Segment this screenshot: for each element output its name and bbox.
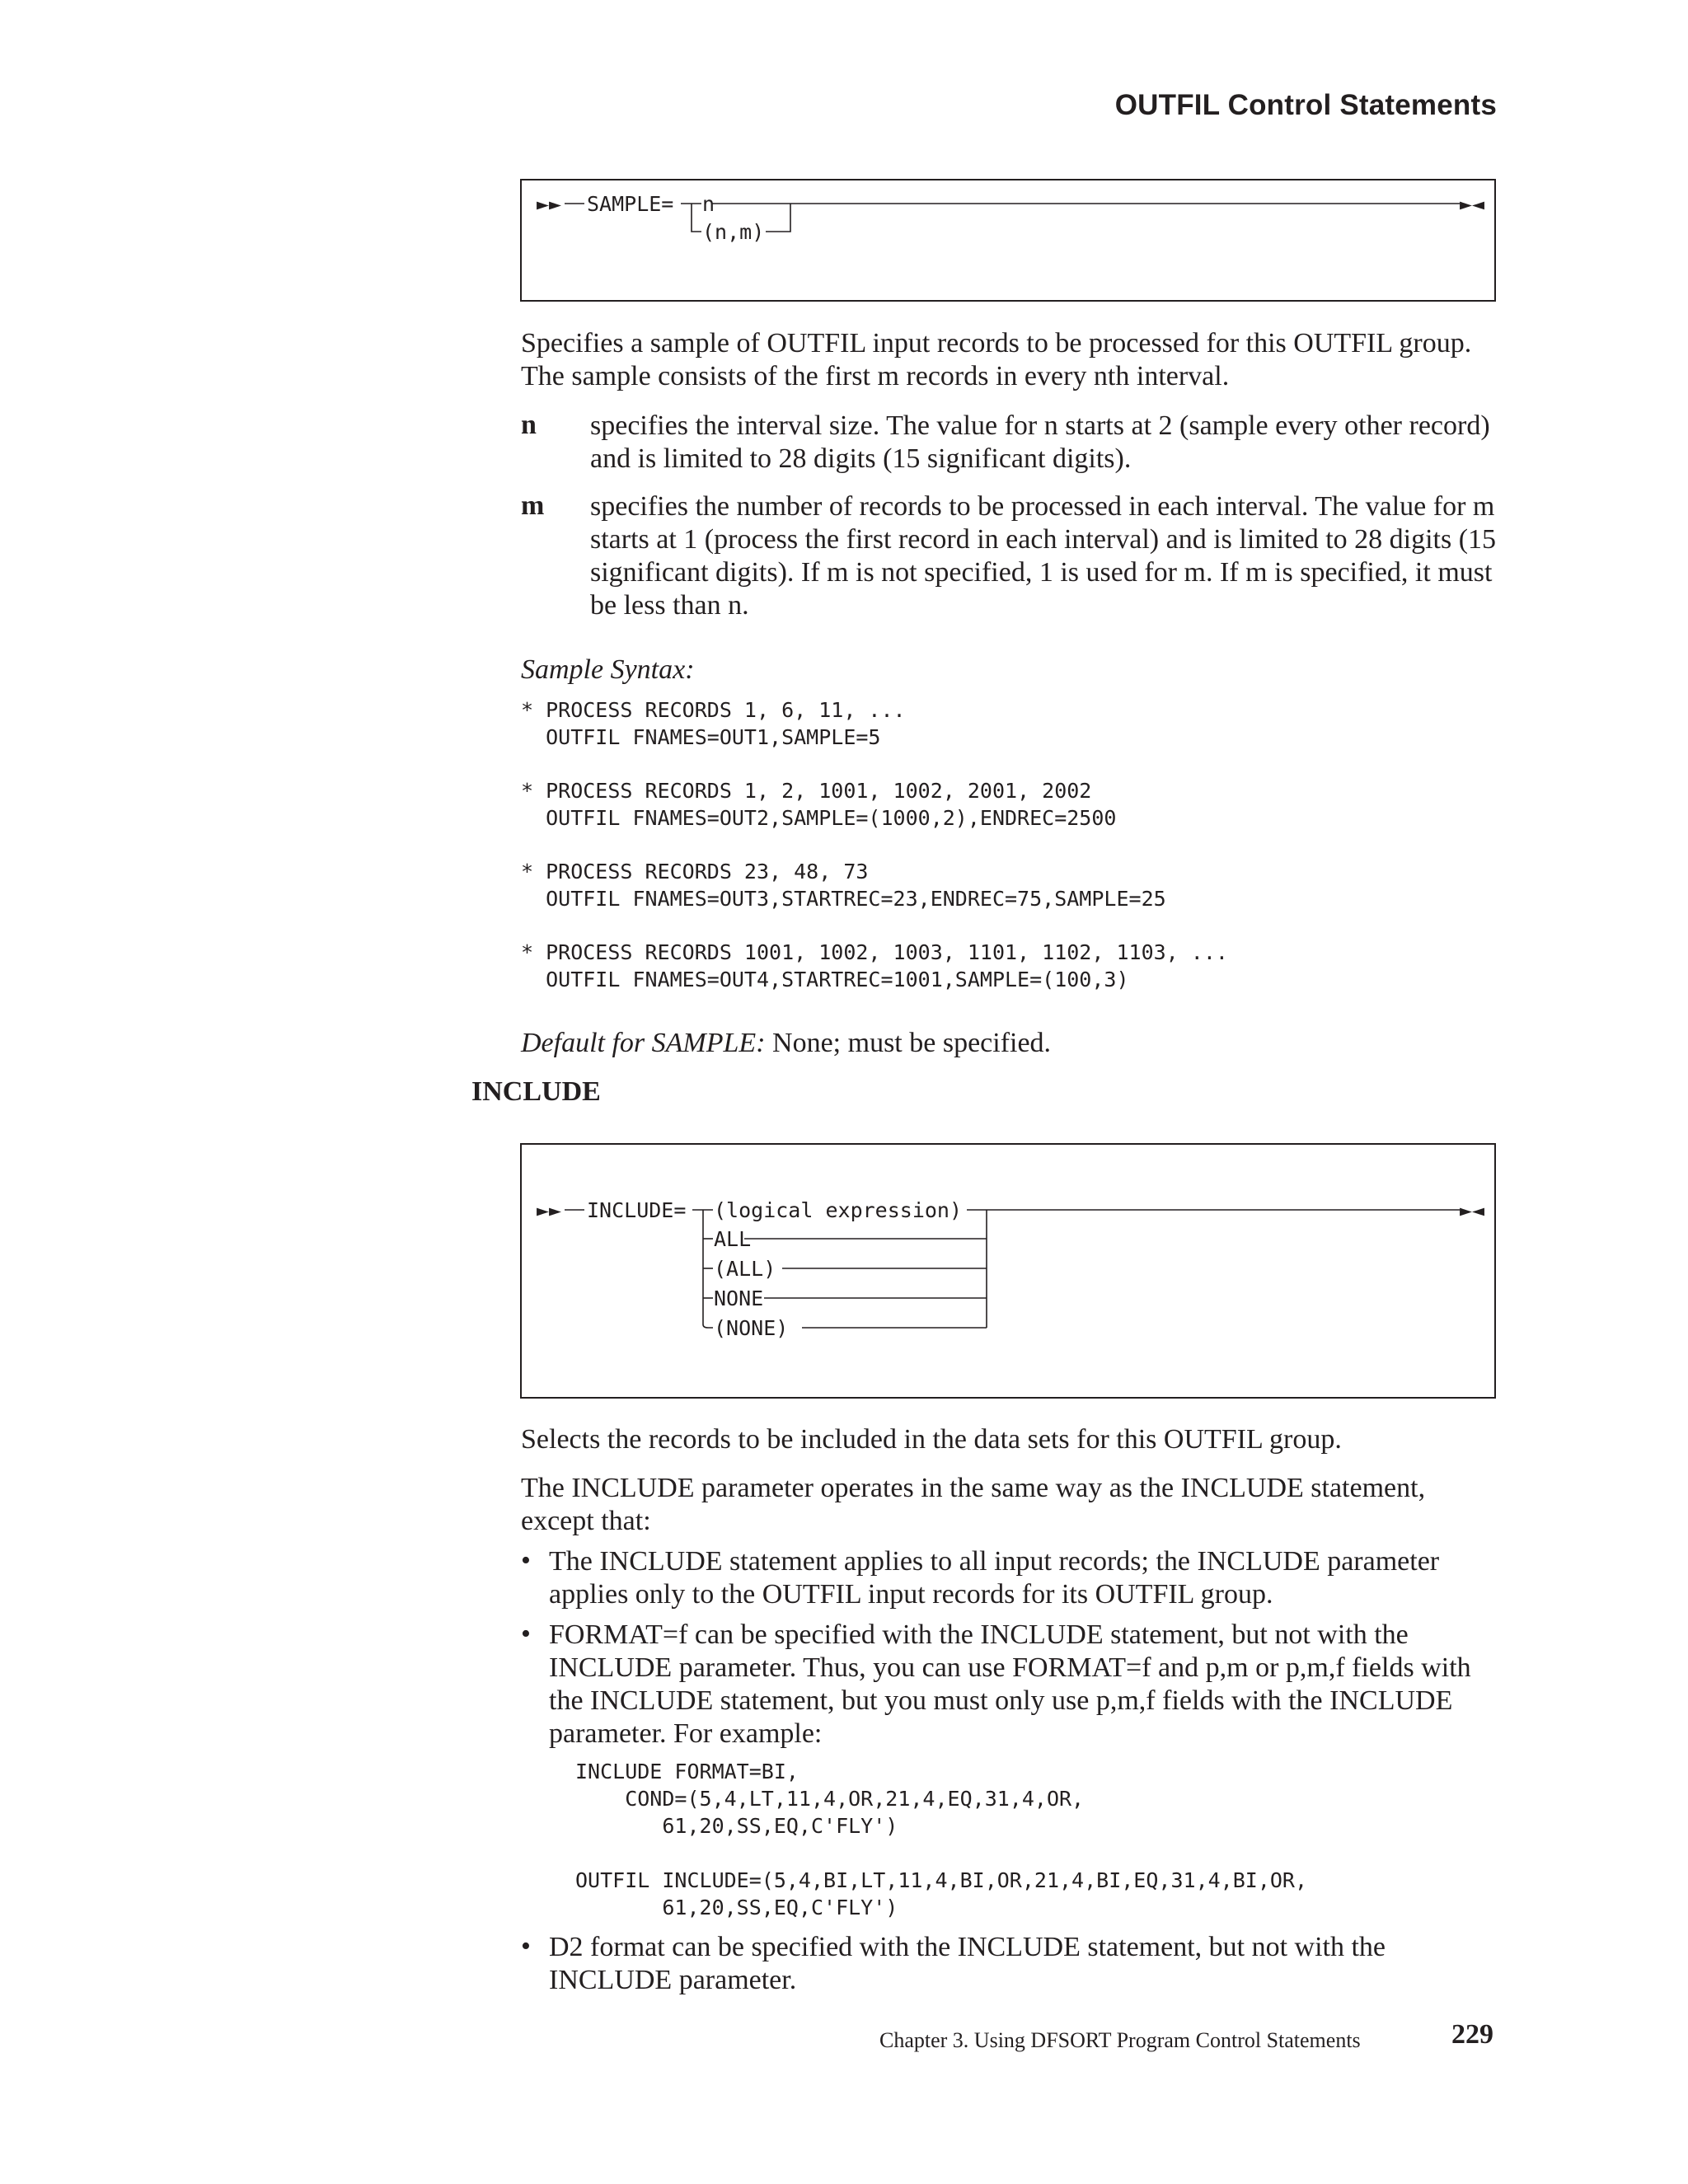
bullet-item: FORMAT=f can be specified with the INCLUDE statement, but not with the INCLUDE parameter. Thus, you can use FORMAT=f and p,m or p,m,f fields with the INCLUDE statement, but you must only use p,m,f fields with the INCLUDE parameter. For example: bbox=[549, 1619, 1471, 1749]
param-term-n: n bbox=[521, 410, 537, 440]
footer-chapter: Chapter 3. Using DFSORT Program Control Statements bbox=[879, 2028, 1361, 2052]
syntax-start-marker: ►► bbox=[537, 192, 562, 216]
bullet-item: The INCLUDE statement applies to all input records; the INCLUDE parameter applies only to the OUTFIL input records for its OUTFIL group. bbox=[549, 1546, 1440, 1610]
param-term-m: m bbox=[521, 490, 545, 521]
running-header-title: OUTFIL Control Statements bbox=[1114, 89, 1497, 121]
syntax-option: n bbox=[702, 192, 715, 216]
param-text-n: specifies the interval size. The value for n starts at 2 (sample every other record) and is limited to 28 digits (15 significant digits). bbox=[590, 410, 1490, 474]
bullet-item: D2 format can be specified with the INCLUDE statement, but not with the INCLUDE parameter. bbox=[549, 1932, 1386, 1995]
syntax-end-marker: ►◄ bbox=[1460, 1198, 1485, 1222]
syntax-option: (logical expression) bbox=[714, 1198, 963, 1222]
syntax-option: NONE bbox=[714, 1286, 764, 1310]
sample-description: Specifies a sample of OUTFIL input records to be processed for this OUTFIL group. The sample consists of the first m records in every nth interval. bbox=[521, 328, 1472, 391]
bullet-marker: • bbox=[521, 1931, 531, 1961]
code-example: * PROCESS RECORDS 23, 48, 73 OUTFIL FNAMES=OUT3,STARTREC=23,ENDREC=75,SAMPLE=25 bbox=[521, 860, 1166, 911]
bullet-marker: • bbox=[521, 1545, 531, 1576]
code-example: * PROCESS RECORDS 1001, 1002, 1003, 1101, 1102, 1103, ... OUTFIL FNAMES=OUT4,STARTREC=1001,SAMPLE=(100,3) bbox=[521, 940, 1228, 991]
syntax-option: (NONE) bbox=[714, 1316, 789, 1340]
param-text-m: specifies the number of records to be processed in each interval. The value for m starts at 1 (process the first record in each interval) and is limited to 28 digits (15 significant digits). If m is not specified, 1 is used for m. If m is specified, it must be less than n. bbox=[590, 491, 1497, 621]
include-syntax-diagram bbox=[520, 1143, 1496, 1399]
default-label: Default for SAMPLE: bbox=[521, 1028, 766, 1058]
code-example: * PROCESS RECORDS 1, 6, 11, ... OUTFIL FNAMES=OUT1,SAMPLE=5 bbox=[521, 698, 906, 749]
sample-default bbox=[521, 1027, 1502, 1060]
syntax-option: (n,m) bbox=[702, 220, 765, 244]
syntax-option: (ALL) bbox=[714, 1257, 776, 1281]
sample-syntax-label: Sample Syntax: bbox=[521, 654, 695, 685]
include-paragraph: The INCLUDE parameter operates in the same way as the INCLUDE statement, except that: bbox=[521, 1473, 1426, 1536]
include-heading: INCLUDE bbox=[471, 1076, 601, 1107]
syntax-start-marker: ►► bbox=[537, 1198, 562, 1222]
default-value: None; must be specified. bbox=[765, 1028, 1052, 1058]
bullet-marker: • bbox=[521, 1619, 531, 1649]
include-paragraph: Selects the records to be included in the data sets for this OUTFIL group. bbox=[521, 1424, 1342, 1455]
code-example: * PROCESS RECORDS 1, 2, 1001, 1002, 2001, 2002 OUTFIL FNAMES=OUT2,SAMPLE=(1000,2),ENDREC=2500 bbox=[521, 779, 1117, 830]
include-code-example: INCLUDE FORMAT=BI, COND=(5,4,LT,11,4,OR,21,4,EQ,31,4,OR, 61,20,SS,EQ,C'FLY') OUTFIL INCLUDE=(5,4,BI,LT,11,4,BI,OR,21,4,BI,EQ,31,4,BI,OR, 61,20,SS,EQ,C'FLY') bbox=[575, 1760, 1308, 1919]
sample-syntax-diagram bbox=[520, 179, 1496, 302]
syntax-keyword: INCLUDE= bbox=[587, 1198, 687, 1222]
page-number: 229 bbox=[1451, 2019, 1493, 2050]
syntax-end-marker: ►◄ bbox=[1460, 192, 1485, 216]
syntax-option: ALL bbox=[714, 1227, 752, 1251]
syntax-keyword: SAMPLE= bbox=[587, 192, 674, 216]
